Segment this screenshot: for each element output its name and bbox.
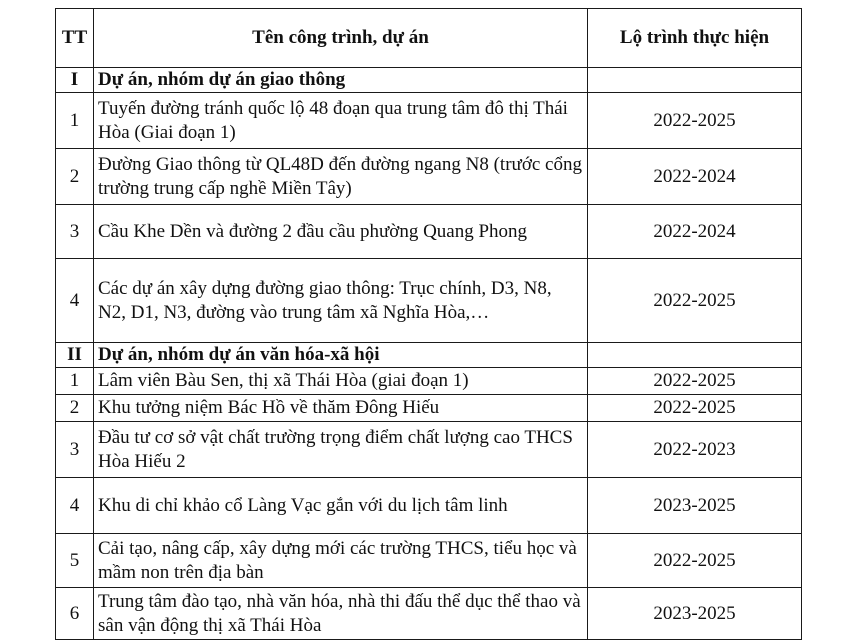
row-tt: 2 [56,395,94,422]
projects-table [55,8,802,640]
row-tt: 4 [56,478,94,534]
row-tt: 4 [56,259,94,343]
row-period: 2022-2025 [588,534,802,588]
table-row [56,205,802,259]
table-row [56,422,802,478]
header-name: Tên công trình, dự án [94,9,588,68]
header-tt: TT [56,9,94,68]
header-period: Lộ trình thực hiện [588,9,802,68]
row-period: 2023-2025 [588,478,802,534]
row-period: 2022-2025 [588,93,802,149]
group-title: Dự án, nhóm dự án giao thông [94,68,588,93]
row-period: 2023-2025 [588,588,802,640]
row-name: Khu di chỉ khảo cổ Làng Vạc gắn với du lịch tâm linh [94,478,588,534]
group-roman: I [56,68,94,93]
row-tt: 1 [56,93,94,149]
row-name: Các dự án xây dựng đường giao thông: Trục chính, D3, N8, N2, D1, N3, đường vào trung tâm xã Nghĩa Hòa,… [94,259,588,343]
row-name: Đầu tư cơ sở vật chất trường trọng điểm chất lượng cao THCS Hòa Hiếu 2 [94,422,588,478]
row-period: 2022-2024 [588,205,802,259]
row-name: Tuyến đường tránh quốc lộ 48 đoạn qua trung tâm đô thị Thái Hòa (Giai đoạn 1) [94,93,588,149]
row-tt: 5 [56,534,94,588]
table-row [56,534,802,588]
row-tt: 1 [56,368,94,395]
group-roman: II [56,343,94,368]
row-tt: 3 [56,205,94,259]
table-row [56,149,802,205]
row-period: 2022-2025 [588,259,802,343]
row-name: Khu tưởng niệm Bác Hồ về thăm Đông Hiếu [94,395,588,422]
row-tt: 6 [56,588,94,640]
header-row [56,9,802,68]
table-row [56,259,802,343]
row-name: Đường Giao thông từ QL48D đến đường ngang N8 (trước cổng trường trung cấp nghề Miền Tây) [94,149,588,205]
row-period: 2022-2024 [588,149,802,205]
row-name: Trung tâm đào tạo, nhà văn hóa, nhà thi đấu thể dục thể thao và sân vận động thị xã Thái Hòa [94,588,588,640]
table-row [56,588,802,640]
group-title: Dự án, nhóm dự án văn hóa-xã hội [94,343,588,368]
table-row [56,478,802,534]
table-row [56,368,802,395]
group-period-empty [588,68,802,93]
row-name: Cải tạo, nâng cấp, xây dựng mới các trường THCS, tiểu học và mầm non trên địa bàn [94,534,588,588]
row-period: 2022-2025 [588,368,802,395]
row-name: Cầu Khe Dền và đường 2 đầu cầu phường Quang Phong [94,205,588,259]
row-period: 2022-2025 [588,395,802,422]
row-tt: 3 [56,422,94,478]
group-period-empty [588,343,802,368]
group-row-culture [56,343,802,368]
table-row [56,395,802,422]
table-row [56,93,802,149]
row-name: Lâm viên Bàu Sen, thị xã Thái Hòa (giai đoạn 1) [94,368,588,395]
group-row-transport [56,68,802,93]
row-tt: 2 [56,149,94,205]
row-period: 2022-2023 [588,422,802,478]
